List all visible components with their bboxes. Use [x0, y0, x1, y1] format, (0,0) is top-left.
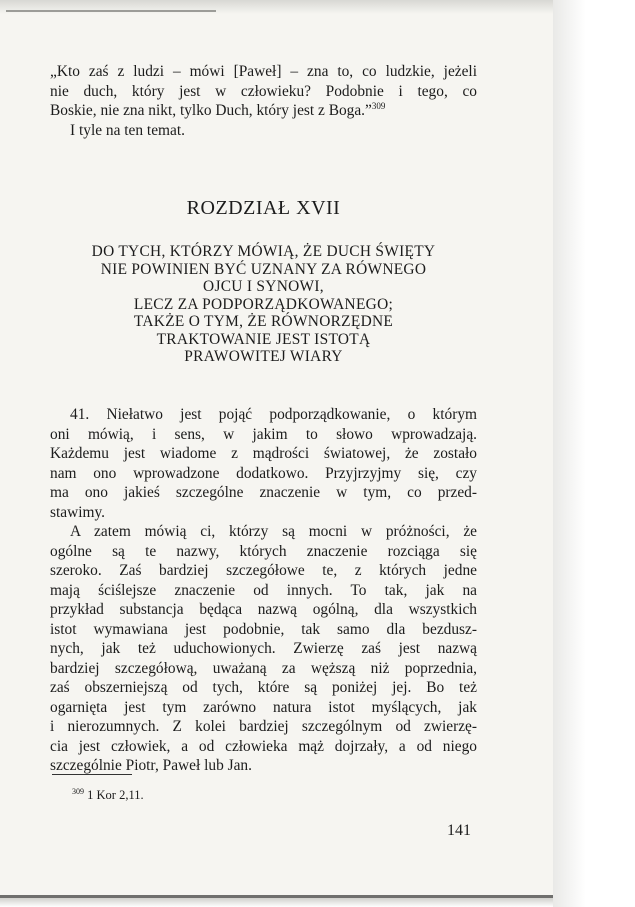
intro-paragraph: [50, 62, 477, 121]
text-line: mają ściślejsze znaczenie od innych. To tak, jak na: [50, 581, 477, 599]
footnote-reference: 309: [371, 101, 386, 111]
page-number: 141: [447, 822, 471, 839]
text-line: ogarnięta jest tym zarówno natura istot myślących, jak: [50, 698, 477, 716]
text-line: 41. Niełatwo jest pojąć podporządkowanie, o którym: [70, 406, 477, 423]
text-line: Każdemu jest wiadome z mądrości światowej, że zostało: [50, 445, 477, 462]
heading-line: PRAWOWITEJ WIARY: [184, 348, 343, 365]
heading-line: LECZ ZA PODPORZĄDKOWANEGO;: [133, 295, 394, 313]
paragraph-41: [50, 405, 477, 522]
text-line: ogólne są te nazwy, których znaczenie rozciąga się: [50, 542, 477, 560]
text-line: szczególnie Piotr, Paweł lub Jan.: [50, 757, 252, 774]
footnote-text: 1 Kor 2,11.: [87, 788, 144, 802]
footnote-number: 309: [72, 787, 84, 796]
text-line: nam ono wprowadzone dodatkowo. Przyjrzyjmy się, czy: [50, 464, 477, 482]
text-line: A zatem mówią ci, którzy są mocni w próżności, że: [70, 523, 477, 540]
intro-quote: [50, 62, 477, 140]
text-line: i nierozumnych. Z kolei bardziej szczególnym od zwierzę-: [50, 718, 477, 735]
chapter-title: ROZDZIAŁ XVII: [186, 197, 341, 219]
text-line: stawimy.: [50, 503, 106, 521]
text-line: I tyle na ten temat.: [70, 121, 185, 139]
heading-line: NIE POWINIEN BYĆ UZNANY ZA RÓWNEGO: [100, 260, 427, 278]
heading-line: TAKŻE O TYM, ŻE RÓWNORZĘDNE: [133, 313, 394, 330]
footnote-rule: [52, 774, 132, 775]
text-line: bardziej szczegółową, uważaną za węższą niż poprzednia,: [50, 659, 477, 677]
text-line: istot wymawiana jest podobnie, tak samo dla bezdusz-: [50, 620, 477, 638]
text-line: nych, jak też uduchowionych. Zwierzę zaś jest nazwą: [50, 640, 477, 657]
heading-line: OJCU I SYNOWI,: [203, 278, 324, 295]
scan-margin-right: [553, 0, 635, 907]
text-line: szeroko. Zaś bardziej szczegółowe te, z których jedne: [50, 562, 477, 579]
paragraph-2: [50, 522, 477, 776]
text-line-content: Boskie, nie zna nikt, tylko Duch, który jest z Boga.”: [50, 102, 372, 119]
footnote: [72, 788, 144, 803]
text-line: „Kto zaś z ludzi – mówi [Paweł] – zna to, co ludzkie, jeżeli: [50, 63, 477, 80]
text-line: ma ono jakieś szczególne znaczenie w tym, co przed-: [50, 484, 477, 501]
top-edge-rule: [6, 10, 216, 12]
text-line: zaś obszerniejszą od tych, które są poniżej jej. Bo też: [50, 679, 477, 696]
closing-line: [50, 121, 477, 141]
body-text: [50, 405, 477, 776]
chapter-heading: [50, 243, 477, 366]
text-line: nie duch, który jest w człowieku? Podobnie i tego, co: [50, 82, 477, 100]
text-line: przykład substancja będąca nazwą ogólną, dla wszystkich: [50, 601, 477, 618]
text-line: oni mówią, i sens, w jakim to słowo wprowadzają.: [50, 425, 477, 443]
heading-line: DO TYCH, KTÓRZY MÓWIĄ, ŻE DUCH ŚWIĘTY: [91, 243, 436, 260]
heading-line: TRAKTOWANIE JEST ISTOTĄ: [156, 330, 371, 348]
text-line: cia jest człowiek, a od człowieka mąż dojrzały, a od niego: [50, 737, 477, 755]
text-line: [50, 101, 477, 121]
scan-margin-bottom: [0, 898, 553, 907]
